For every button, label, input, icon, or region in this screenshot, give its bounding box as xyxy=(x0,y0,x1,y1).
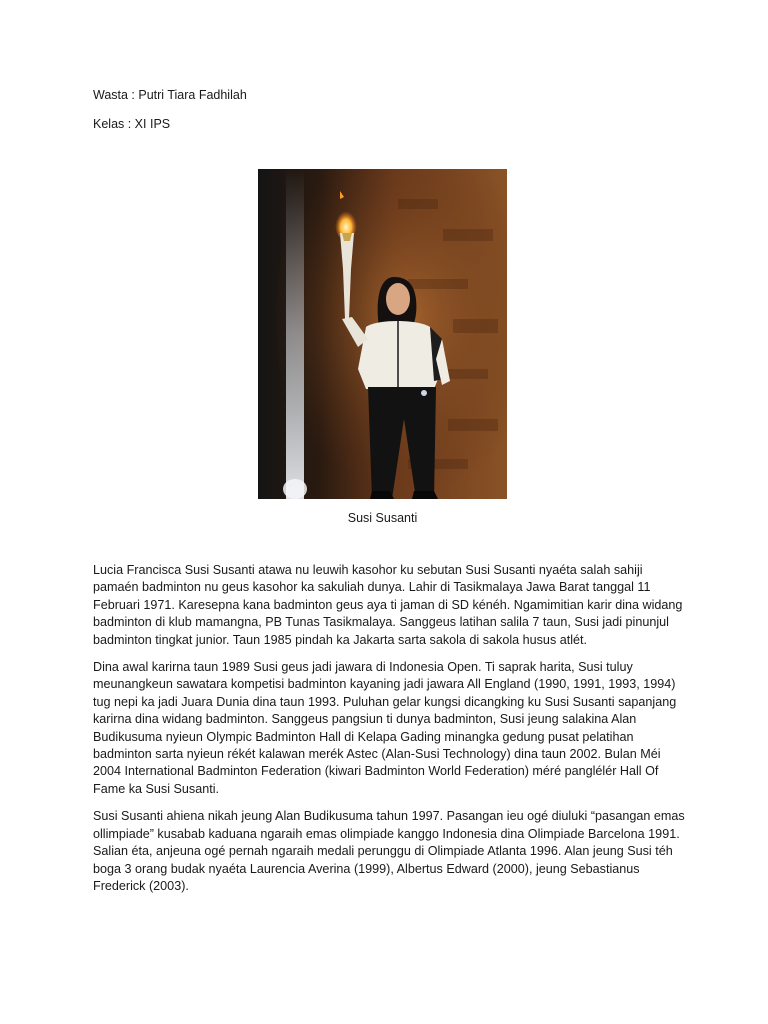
photo-caption: Susi Susanti xyxy=(347,511,418,525)
writer-name: Wasta : Putri Tiara Fadhilah xyxy=(93,88,247,102)
paragraph-3: Susi Susanti ahiena nikah jeung Alan Budikusuma tahun 1997. Pasangan ieu ogé diuluki “pasangan emas ollimpiade” kusabab kaduana ngaraih emas olimpiade kanggo Indonesia dina Olimpiade Barcelona 1991. Salian éta, anjeuna ogé pernah ngaraih medali perunggu di Olimpiade Atlanta 1996. Alan jeung Susi téh boga 3 orang budak nyaéta Laurencia Averina (1999), Albertus Edward (2000), jeung Sebastianus Frederick (2003). xyxy=(93,809,685,893)
torch-bearer-photo xyxy=(258,169,507,499)
class-label: Kelas : XI IPS xyxy=(93,117,171,131)
paragraph-2: Dina awal karirna taun 1989 Susi geus jadi jawara di Indonesia Open. Ti saprak harita, Susi tuluy meunangkeun sawatara kompetisi badminton kayaning jadi jawara All England (1990, 1991, 1993, 1994) tug nepi ka jadi Juara Dunia dina taun 1993. Puluhan gelar kungsi dicangking ku Susi Susanti sapanjang karirna dina widang badminton. Sanggeus pangsiun ti dunya badminton, Susi jeung salakina Alan Budikusuma nyieun Olympic Badminton Hall di Kelapa Gading minangka gedung pusat pelatihan badminton sarta nyieun rékét kalawan merék Astec (Alan-Susi Technology) dina taun 2002. Bulan Méi 2004 International Badminton Federation (kiwari Badminton World Federation) méré panglélér Hall Of Fame ka Susi Susanti. xyxy=(93,660,677,796)
article-body xyxy=(93,562,688,905)
paragraph-1: Lucia Francisca Susi Susanti atawa nu leuwih kasohor ku sebutan Susi Susanti nyaéta salah sahiji pamaén badminton nu geus kasohor ka sakuliah dunya. Lahir di Tasikmalaya Jawa Barat tanggal 11 Februari 1971. Karesepna kana badminton geus aya ti jaman di SD kénéh. Ngamimitian karir dina widang badminton di klub mamangna, PB Tunas Tasikmalaya. Sanggeus latihan salila 7 taun, Susi jadi pinunjul badminton tingkat junior. Taun 1985 pindah ka Jakarta sarta sakola di sakola husus atlét. xyxy=(93,563,683,647)
